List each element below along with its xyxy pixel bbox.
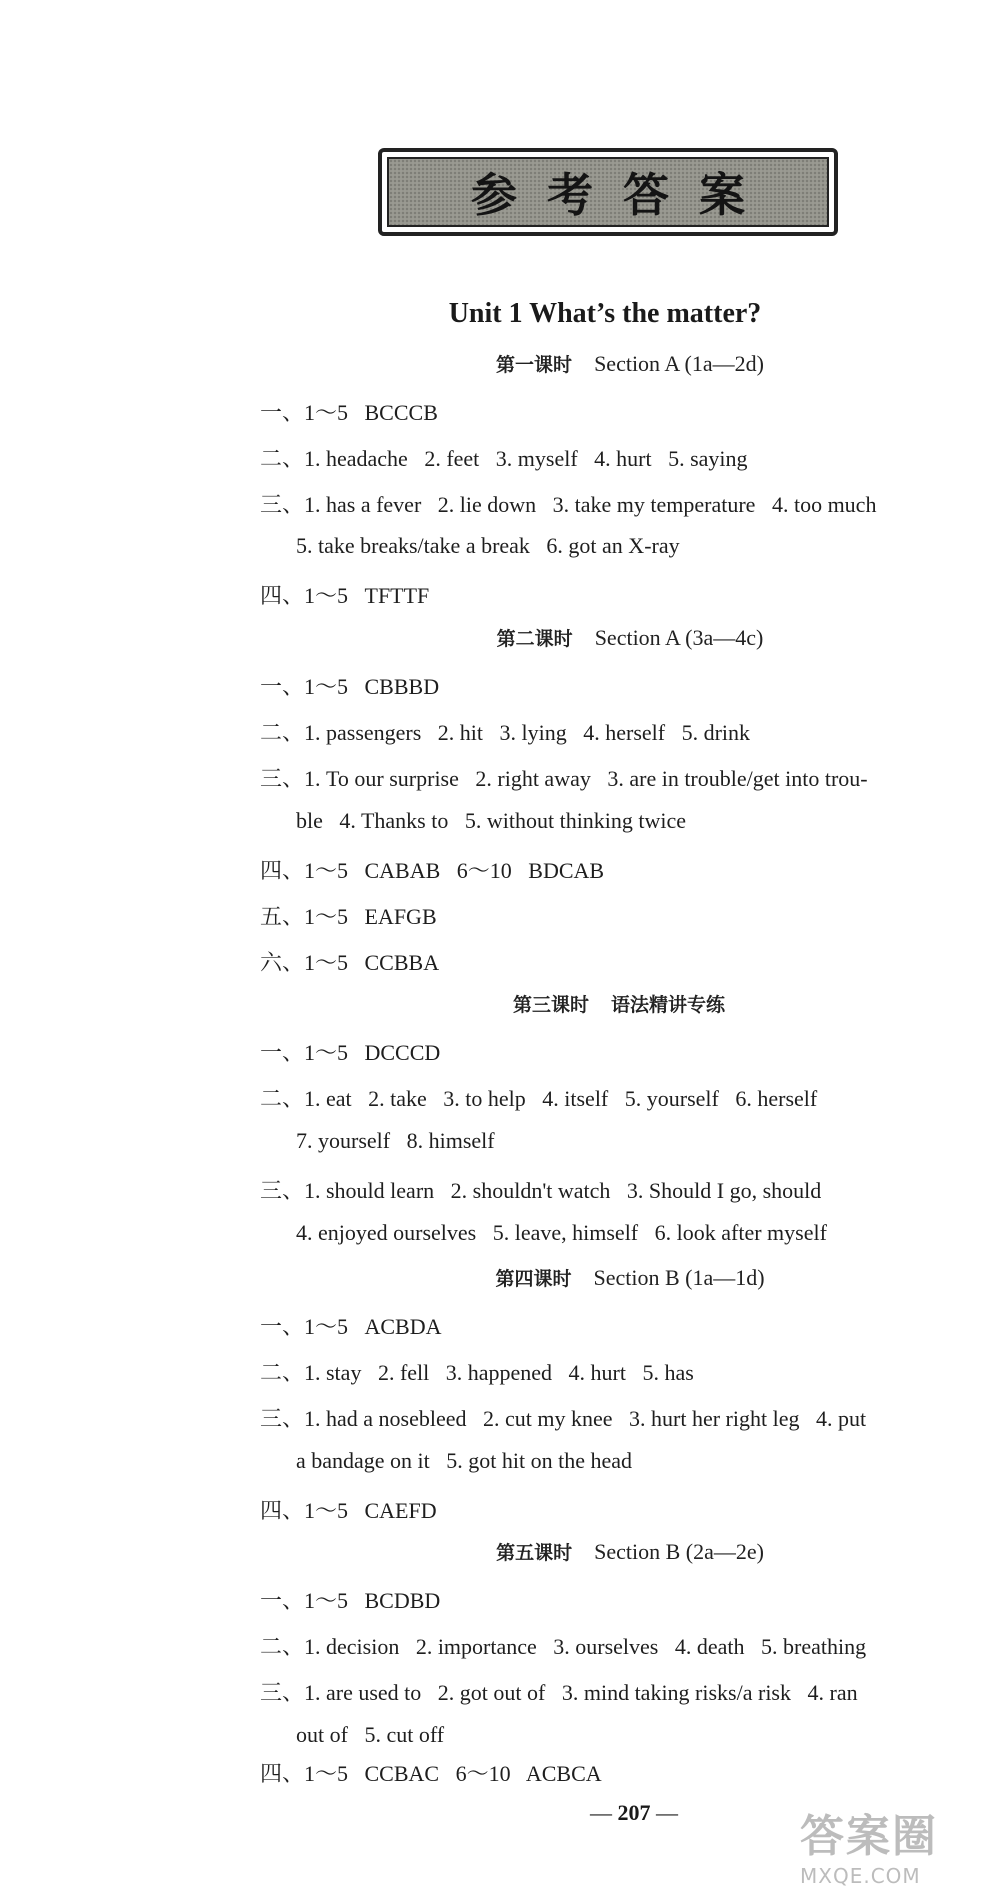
watermark-url: MXQE.COM (800, 1864, 921, 1888)
section-heading-en: Section A (3a—4c) (594, 625, 764, 650)
page-number-value: 207 (617, 1800, 651, 1825)
answer-line: 一、1～5 DCCCD (260, 1040, 441, 1065)
answer-line-continued: 7. yourself 8. himself (296, 1128, 495, 1153)
unit-title: Unit 1 What’s the matter? (448, 298, 762, 329)
answer-line-continued: a bandage on it 5. got hit on the head (296, 1448, 633, 1473)
section-heading-1 (260, 350, 1000, 377)
section-heading-3 (260, 990, 1000, 1017)
section-heading-cn: 第五课时 (496, 1542, 573, 1564)
answer-line-continued: 5. take breaks/take a break 6. got an X-ray (296, 533, 680, 558)
answer-line: 二、1. passengers 2. hit 3. lying 4. herself 5. drink (260, 720, 751, 745)
answer-line: 二、1. eat 2. take 3. to help 4. itself 5. yourself 6. herself (260, 1086, 818, 1111)
answer-line: 三、1. should learn 2. shouldn't watch 3. Should I go, should (260, 1178, 822, 1203)
answer-line: 二、1. decision 2. importance 3. ourselves 4. death 5. breathing (260, 1634, 867, 1659)
answer-line: 四、1～5 CCBAC 6～10 ACBCA (260, 1761, 602, 1786)
answer-line: 一、1～5 CBBBD (260, 674, 440, 699)
section-heading-cn: 第四课时 (495, 1268, 572, 1290)
section-heading-en: Section B (1a—1d) (593, 1265, 765, 1290)
answer-line: 三、1. has a fever 2. lie down 3. take my temperature 4. too much (260, 492, 877, 517)
section-heading-cn: 第一课时 (496, 354, 573, 376)
answer-line: 六、1～5 CCBBA (260, 950, 440, 975)
section-heading-en: Section A (1a—2d) (594, 351, 764, 376)
page-number (590, 1800, 678, 1826)
section-heading-5 (260, 1538, 1000, 1565)
answer-line: 四、1～5 CAEFD (260, 1498, 437, 1523)
section-heading-4 (260, 1264, 1000, 1291)
answer-line: 三、1. are used to 2. got out of 3. mind taking risks/a risk 4. ran (260, 1680, 858, 1705)
page-dash-right: — (656, 1800, 678, 1825)
answer-line-continued: out of 5. cut off (296, 1722, 445, 1747)
page-dash-left: — (590, 1800, 612, 1825)
section-heading-2 (260, 624, 1000, 651)
answer-key-banner (378, 148, 838, 236)
answer-line: 一、1～5 BCCCB (260, 400, 438, 425)
answer-line: 一、1～5 BCDBD (260, 1588, 441, 1613)
section-heading-cn: 第三课时 (512, 994, 589, 1016)
answer-line: 二、1. stay 2. fell 3. happened 4. hurt 5. has (260, 1360, 694, 1385)
answer-line: 一、1～5 ACBDA (260, 1314, 442, 1339)
section-heading-sub: 语法精讲专练 (611, 994, 726, 1016)
section-heading-cn: 第二课时 (496, 628, 573, 650)
answer-line: 三、1. To our surprise 2. right away 3. are in trouble/get into trou- (260, 766, 868, 791)
answer-line: 三、1. had a nosebleed 2. cut my knee 3. hurt her right leg 4. put (260, 1406, 867, 1431)
banner-title: 参考答案 (471, 168, 775, 222)
answer-line-continued: ble 4. Thanks to 5. without thinking twice (296, 808, 687, 833)
answer-line: 四、1～5 CABAB 6～10 BDCAB (260, 858, 605, 883)
banner-inner (387, 157, 829, 227)
section-heading-en: Section B (2a—2e) (594, 1539, 764, 1564)
answer-line-continued: 4. enjoyed ourselves 5. leave, himself 6. look after myself (296, 1220, 827, 1245)
answer-line: 二、1. headache 2. feet 3. myself 4. hurt 5. saying (260, 446, 748, 471)
answer-line: 四、1～5 TFTTF (260, 583, 430, 608)
watermark (800, 1800, 990, 1890)
watermark-logo: 答案圈 (800, 1811, 938, 1862)
answer-line: 五、1～5 EAFGB (260, 904, 437, 929)
